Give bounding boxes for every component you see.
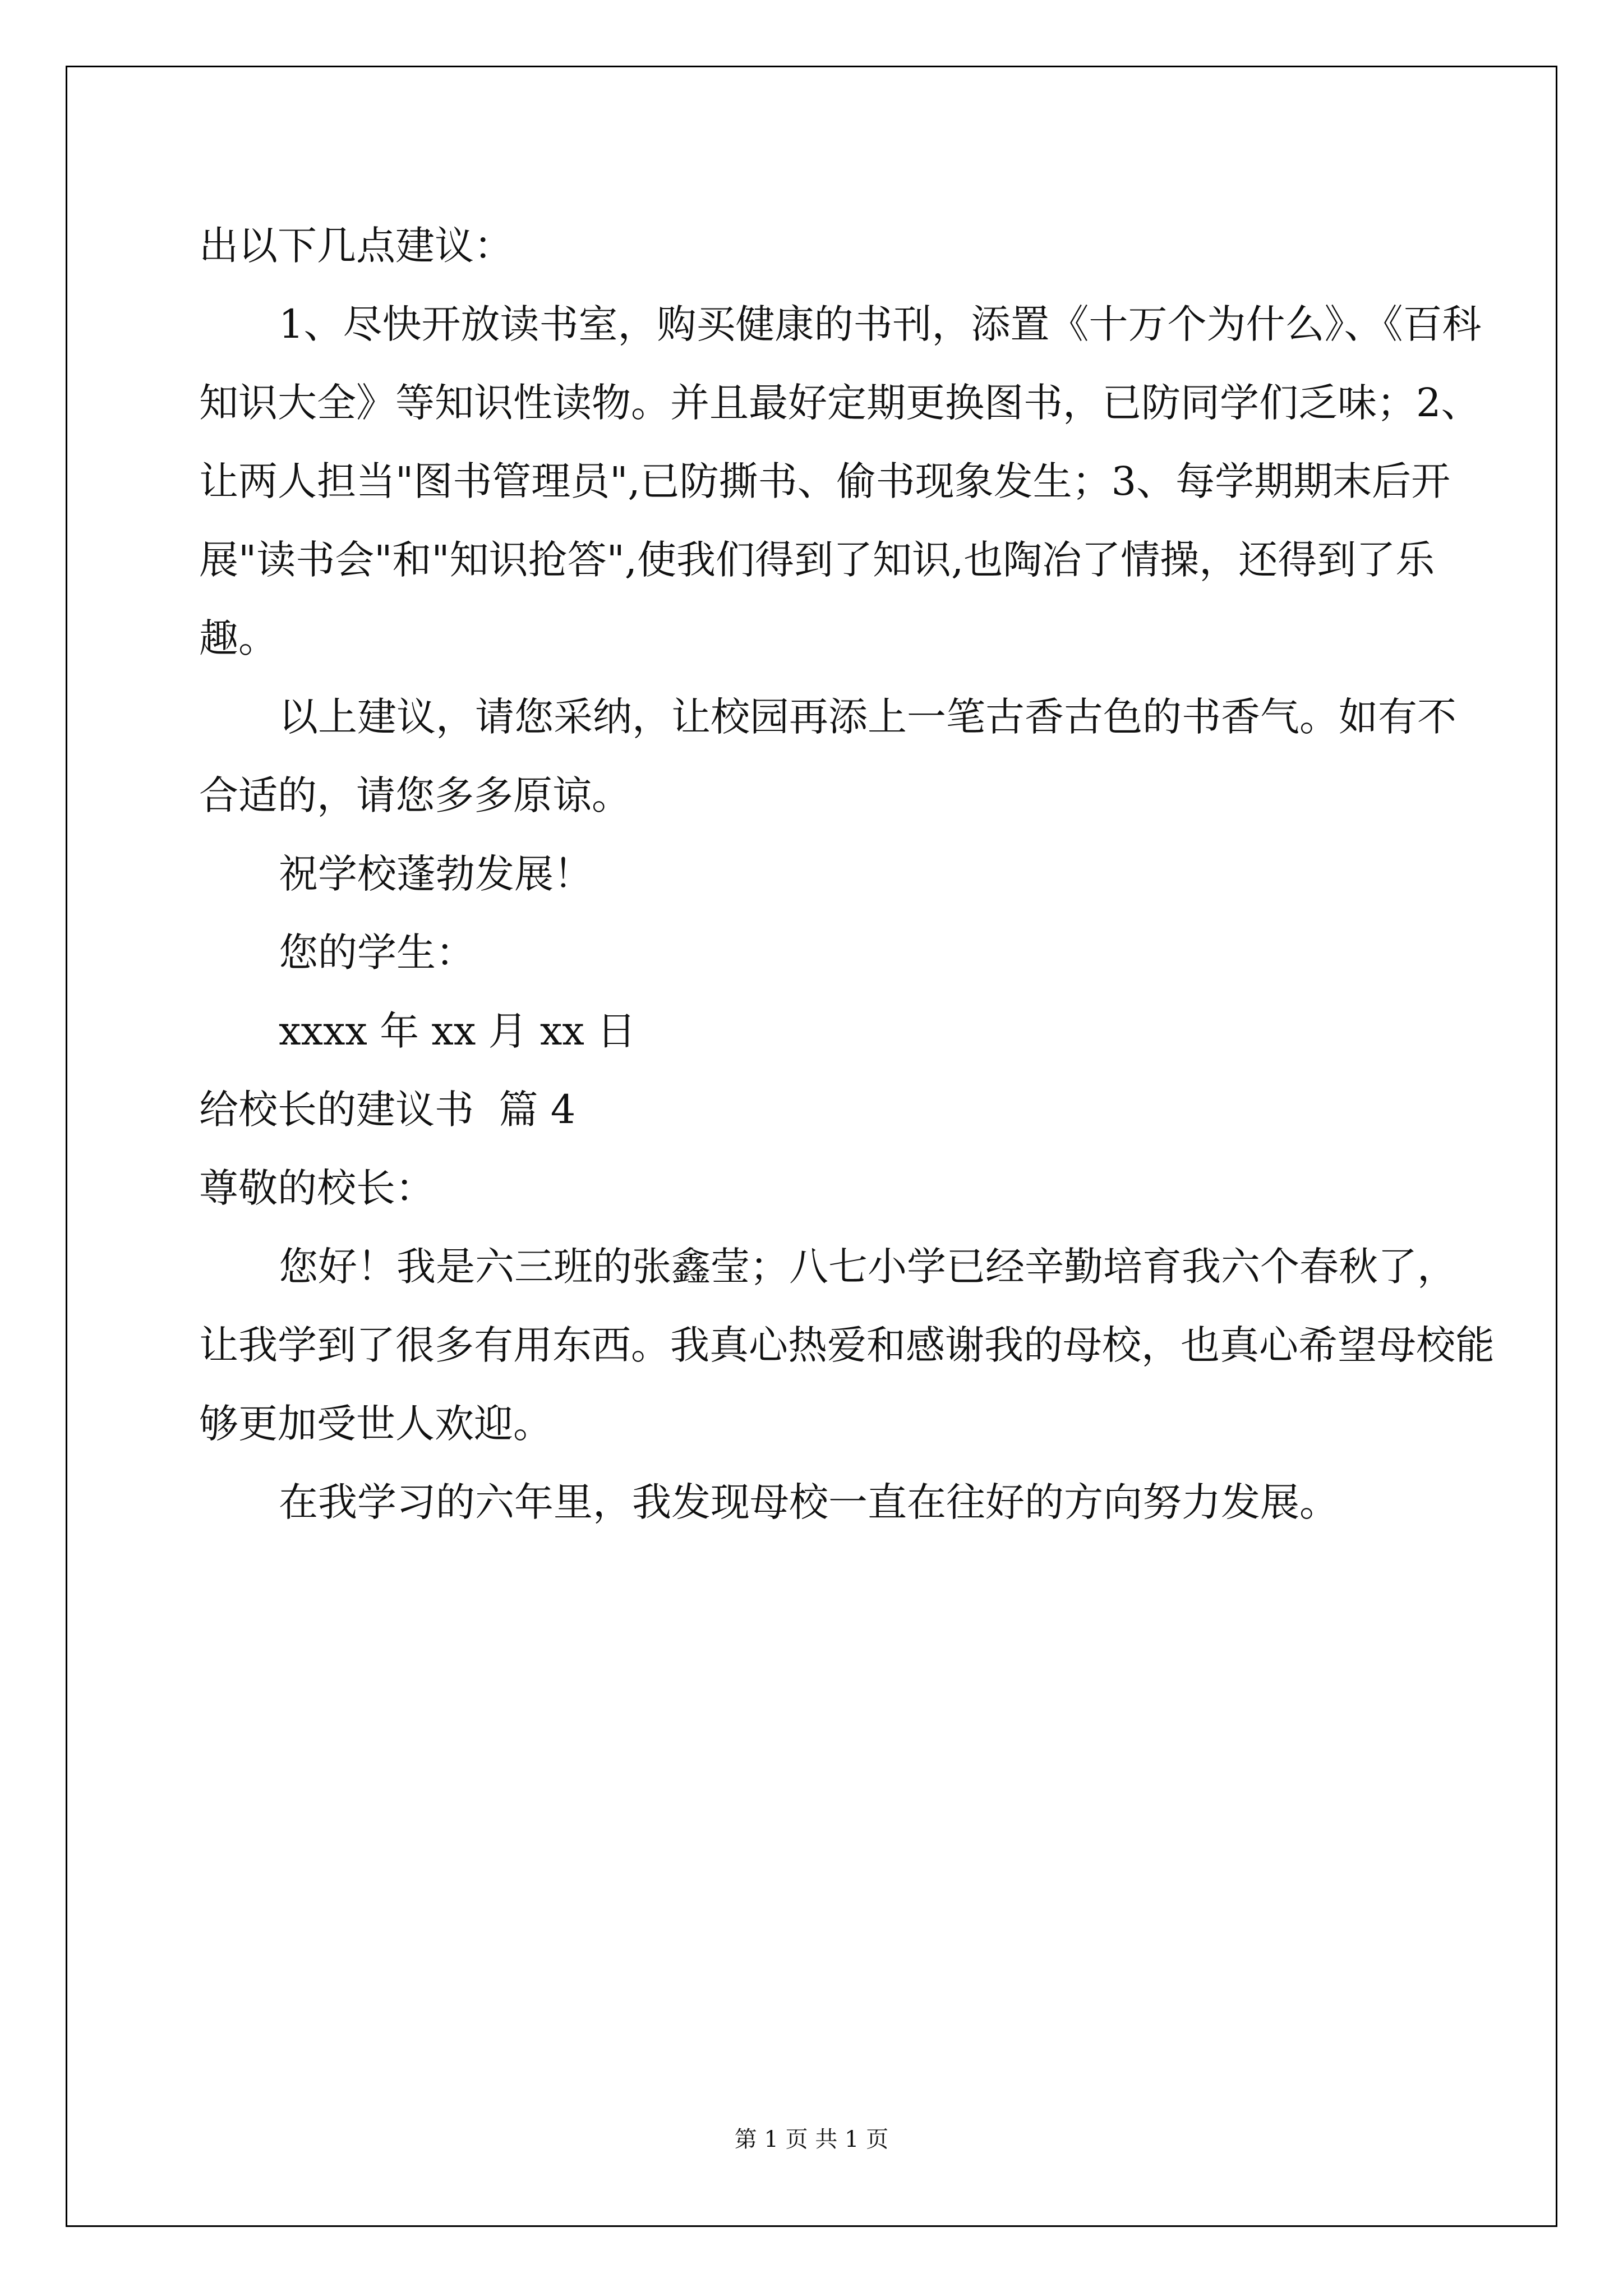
paragraph-greeting: 您好！我是六三班的张鑫莹；八七小学已经辛勤培育我六个春秋了，让我学到了很多有用东西。我真心热爱和感谢我的母校，也真心希望母校能够更加受世人欢迎。 bbox=[199, 1244, 1495, 1447]
paragraph-observation: 在我学习的六年里，我发现母校一直在往好的方向努力发展。 bbox=[279, 1479, 1339, 1525]
section-heading: 给校长的建议书 篇 4 bbox=[199, 1087, 576, 1133]
paragraph-suggestions-intro: 出以下几点建议： bbox=[199, 223, 513, 269]
document-body bbox=[199, 206, 1495, 1542]
paragraph-closing-request: 以上建议，请您采纳，让校园再添上一笔古香古色的书香气。如有不合适的，请您多多原谅。 bbox=[199, 694, 1456, 818]
paragraph-suggestions-list: 1、尽快开放读书室，购买健康的书刊，添置《十万个为什么》、《百科知识大全》等知识性读物。并且最好定期更换图书，已防同学们乏味；2、让两人担当"图书管理员",已防撕书、偷书现象发生；3、每学期期末后开展"读书会"和"知识抢答",使我们得到了知识,也陶冶了情操，还得到了乐趣。 bbox=[199, 301, 1482, 661]
page-number-footer: 第 1 页 共 1 页 bbox=[734, 2127, 889, 2152]
paragraph-wish: 祝学校蓬勃发展！ bbox=[279, 851, 593, 897]
paragraph-signature: 您的学生： bbox=[279, 930, 475, 976]
paragraph-salutation: 尊敬的校长： bbox=[199, 1165, 435, 1211]
paragraph-date: xxxx 年 xx 月 xx 日 bbox=[279, 1008, 637, 1054]
